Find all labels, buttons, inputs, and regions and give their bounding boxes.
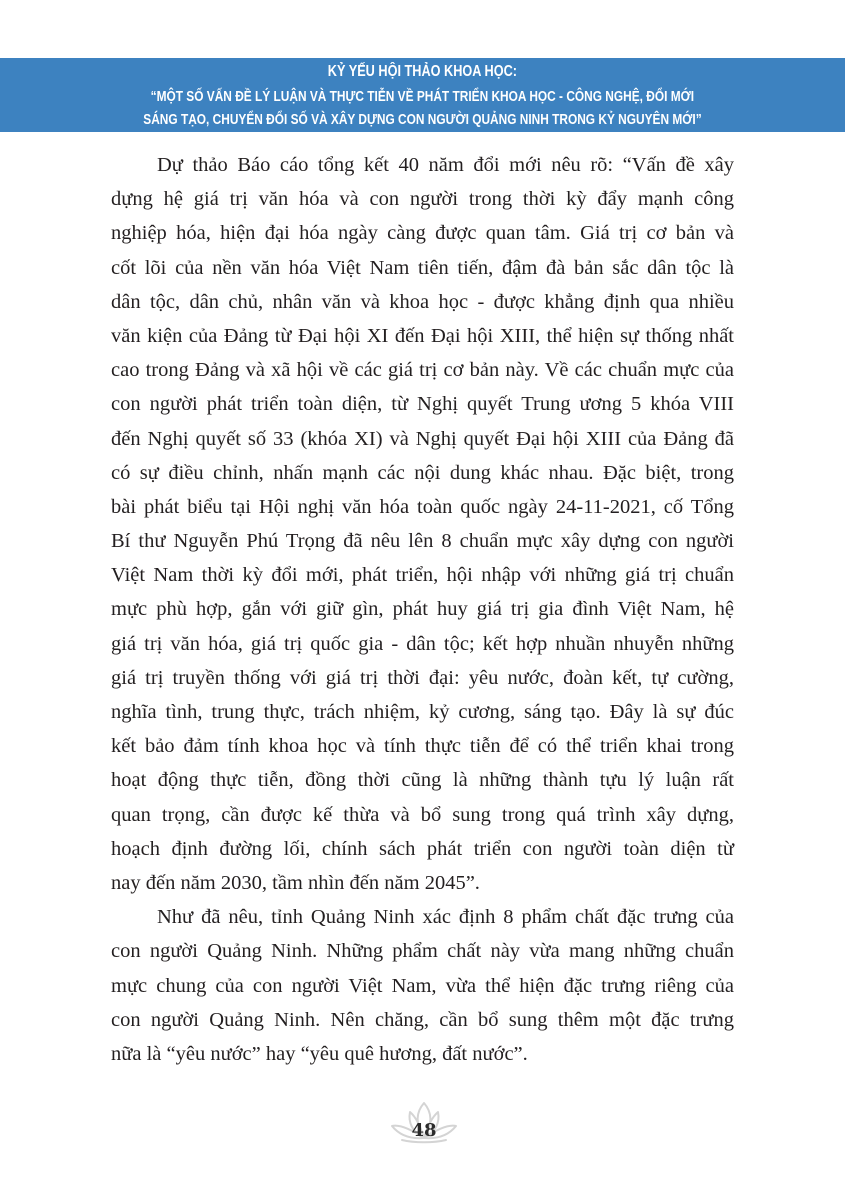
page-footer bbox=[388, 1100, 460, 1148]
text-line bbox=[111, 422, 734, 456]
text-line bbox=[111, 934, 734, 968]
text-line bbox=[111, 832, 734, 866]
text-line bbox=[111, 900, 734, 934]
text-line bbox=[111, 558, 734, 592]
text-line bbox=[111, 866, 734, 900]
text-line bbox=[111, 319, 734, 353]
text-line-content: Việt Nam thời kỳ đổi mới, phát triển, hội nhập với những giá trị chuẩn bbox=[111, 564, 734, 587]
text-line-content: Dự thảo Báo cáo tổng kết 40 năm đổi mới nêu rõ: “Vấn đề xây bbox=[157, 154, 734, 176]
text-line bbox=[111, 592, 734, 626]
text-line bbox=[111, 456, 734, 490]
text-line bbox=[111, 729, 734, 763]
header-subtitle-line-1-text: “MỘT SỐ VẤN ĐỀ LÝ LUẬN VÀ THỰC TIỄN VỀ PHÁT TRIỂN KHOA HỌC - CÔNG NGHỆ, ĐỔI MỚI bbox=[150, 89, 695, 105]
text-line-content: hoạch định đường lối, chính sách phát triển con người toàn diện từ bbox=[111, 837, 734, 860]
text-line-content: kết bảo đảm tính khoa học và tính thực tiễn để có thể triển khai trong bbox=[111, 735, 734, 758]
text-line-content: nữa là “yêu nước” hay “yêu quê hương, đất nước”. bbox=[111, 1042, 528, 1065]
text-line-content: có sự điều chỉnh, nhấn mạnh các nội dung khác nhau. Đặc biệt, trong bbox=[111, 461, 734, 484]
text-line bbox=[111, 353, 734, 387]
text-line bbox=[111, 490, 734, 524]
text-line bbox=[111, 798, 734, 832]
text-line-content: con người Quảng Ninh. Những phẩm chất này vừa mang những chuẩn bbox=[111, 940, 734, 963]
text-line-content: văn kiện của Đảng từ Đại hội XI đến Đại hội XIII, thể hiện sự thống nhất bbox=[111, 324, 734, 347]
text-line bbox=[111, 627, 734, 661]
header-subtitle-line-2-text: SÁNG TẠO, CHUYỂN ĐỔI SỐ VÀ XÂY DỰNG CON NGƯỜI QUẢNG NINH TRONG KỶ NGUYÊN MỚI” bbox=[143, 112, 702, 128]
text-line-content: nghiệp hóa, hiện đại hóa ngày càng được quan tâm. Giá trị cơ bản và bbox=[111, 222, 734, 245]
text-line-content: quan trọng, cần được kế thừa và bổ sung trong quá trình xây dựng, bbox=[111, 803, 734, 826]
text-line bbox=[111, 1003, 734, 1037]
text-line-content: giá trị truyền thống với giá trị thời đại: yêu nước, đoàn kết, tự cường, bbox=[111, 666, 734, 689]
text-line bbox=[111, 216, 734, 250]
paragraph bbox=[111, 148, 734, 900]
text-line-content: hoạt động thực tiễn, đồng thời cũng là những thành tựu lý luận rất bbox=[111, 769, 734, 792]
text-line bbox=[111, 387, 734, 421]
text-line bbox=[111, 148, 734, 182]
text-line bbox=[111, 695, 734, 729]
text-line-content: cốt lõi của nền văn hóa Việt Nam tiên tiến, đậm đà bản sắc dân tộc là bbox=[111, 256, 734, 279]
text-line-content: con người phát triển toàn diện, từ Nghị quyết Trung ương 5 khóa VIII bbox=[111, 393, 734, 416]
text-line-content: đến Nghị quyết số 33 (khóa XI) và Nghị quyết Đại hội XIII của Đảng đã bbox=[111, 427, 734, 450]
text-line-content: mực chung của con người Việt Nam, vừa thể hiện đặc trưng riêng của bbox=[111, 974, 734, 997]
header-subtitle-line-2 bbox=[0, 109, 845, 131]
text-line bbox=[111, 251, 734, 285]
header-title bbox=[0, 61, 845, 83]
text-line-content: dân tộc, dân chủ, nhân văn và khoa học - được khẳng định qua nhiều bbox=[111, 290, 734, 313]
text-line-content: cao trong Đảng và xã hội về các giá trị cơ bản này. Về các chuẩn mực của bbox=[111, 359, 734, 382]
paragraph bbox=[111, 900, 734, 1071]
body-text bbox=[111, 148, 734, 1071]
text-line-content: nghĩa tình, trung thực, trách nhiệm, kỷ cương, sáng tạo. Đây là sự đúc bbox=[111, 701, 734, 723]
text-line bbox=[111, 763, 734, 797]
text-line-content: con người Quảng Ninh. Nên chăng, cần bổ sung thêm một đặc trưng bbox=[111, 1008, 734, 1031]
text-line bbox=[111, 1037, 734, 1071]
header-subtitle-line-1 bbox=[0, 86, 845, 108]
running-header bbox=[0, 58, 845, 132]
text-line-content: Như đã nêu, tỉnh Quảng Ninh xác định 8 phẩm chất đặc trưng của bbox=[157, 906, 734, 929]
text-line-content: mực phù hợp, gắn với giữ gìn, phát huy giá trị gia đình Việt Nam, hệ bbox=[111, 598, 734, 621]
text-line bbox=[111, 182, 734, 216]
text-line bbox=[111, 969, 734, 1003]
header-title-text: KỶ YẾU HỘI THẢO KHOA HỌC: bbox=[327, 63, 518, 80]
text-line-content: giá trị văn hóa, giá trị quốc gia - dân tộc; kết hợp nhuần nhuyễn những bbox=[111, 632, 734, 655]
text-line bbox=[111, 661, 734, 695]
page-number: 48 bbox=[411, 1120, 437, 1141]
text-line bbox=[111, 524, 734, 558]
text-line-content: bài phát biểu tại Hội nghị văn hóa toàn quốc ngày 24-11-2021, cố Tổng bbox=[111, 495, 734, 518]
text-line-content: Bí thư Nguyễn Phú Trọng đã nêu lên 8 chuẩn mực xây dựng con người bbox=[111, 530, 734, 553]
text-line bbox=[111, 285, 734, 319]
text-line-content: nay đến năm 2030, tầm nhìn đến năm 2045”. bbox=[111, 871, 480, 894]
text-line-content: dựng hệ giá trị văn hóa và con người trong thời kỳ đẩy mạnh công bbox=[111, 188, 734, 211]
